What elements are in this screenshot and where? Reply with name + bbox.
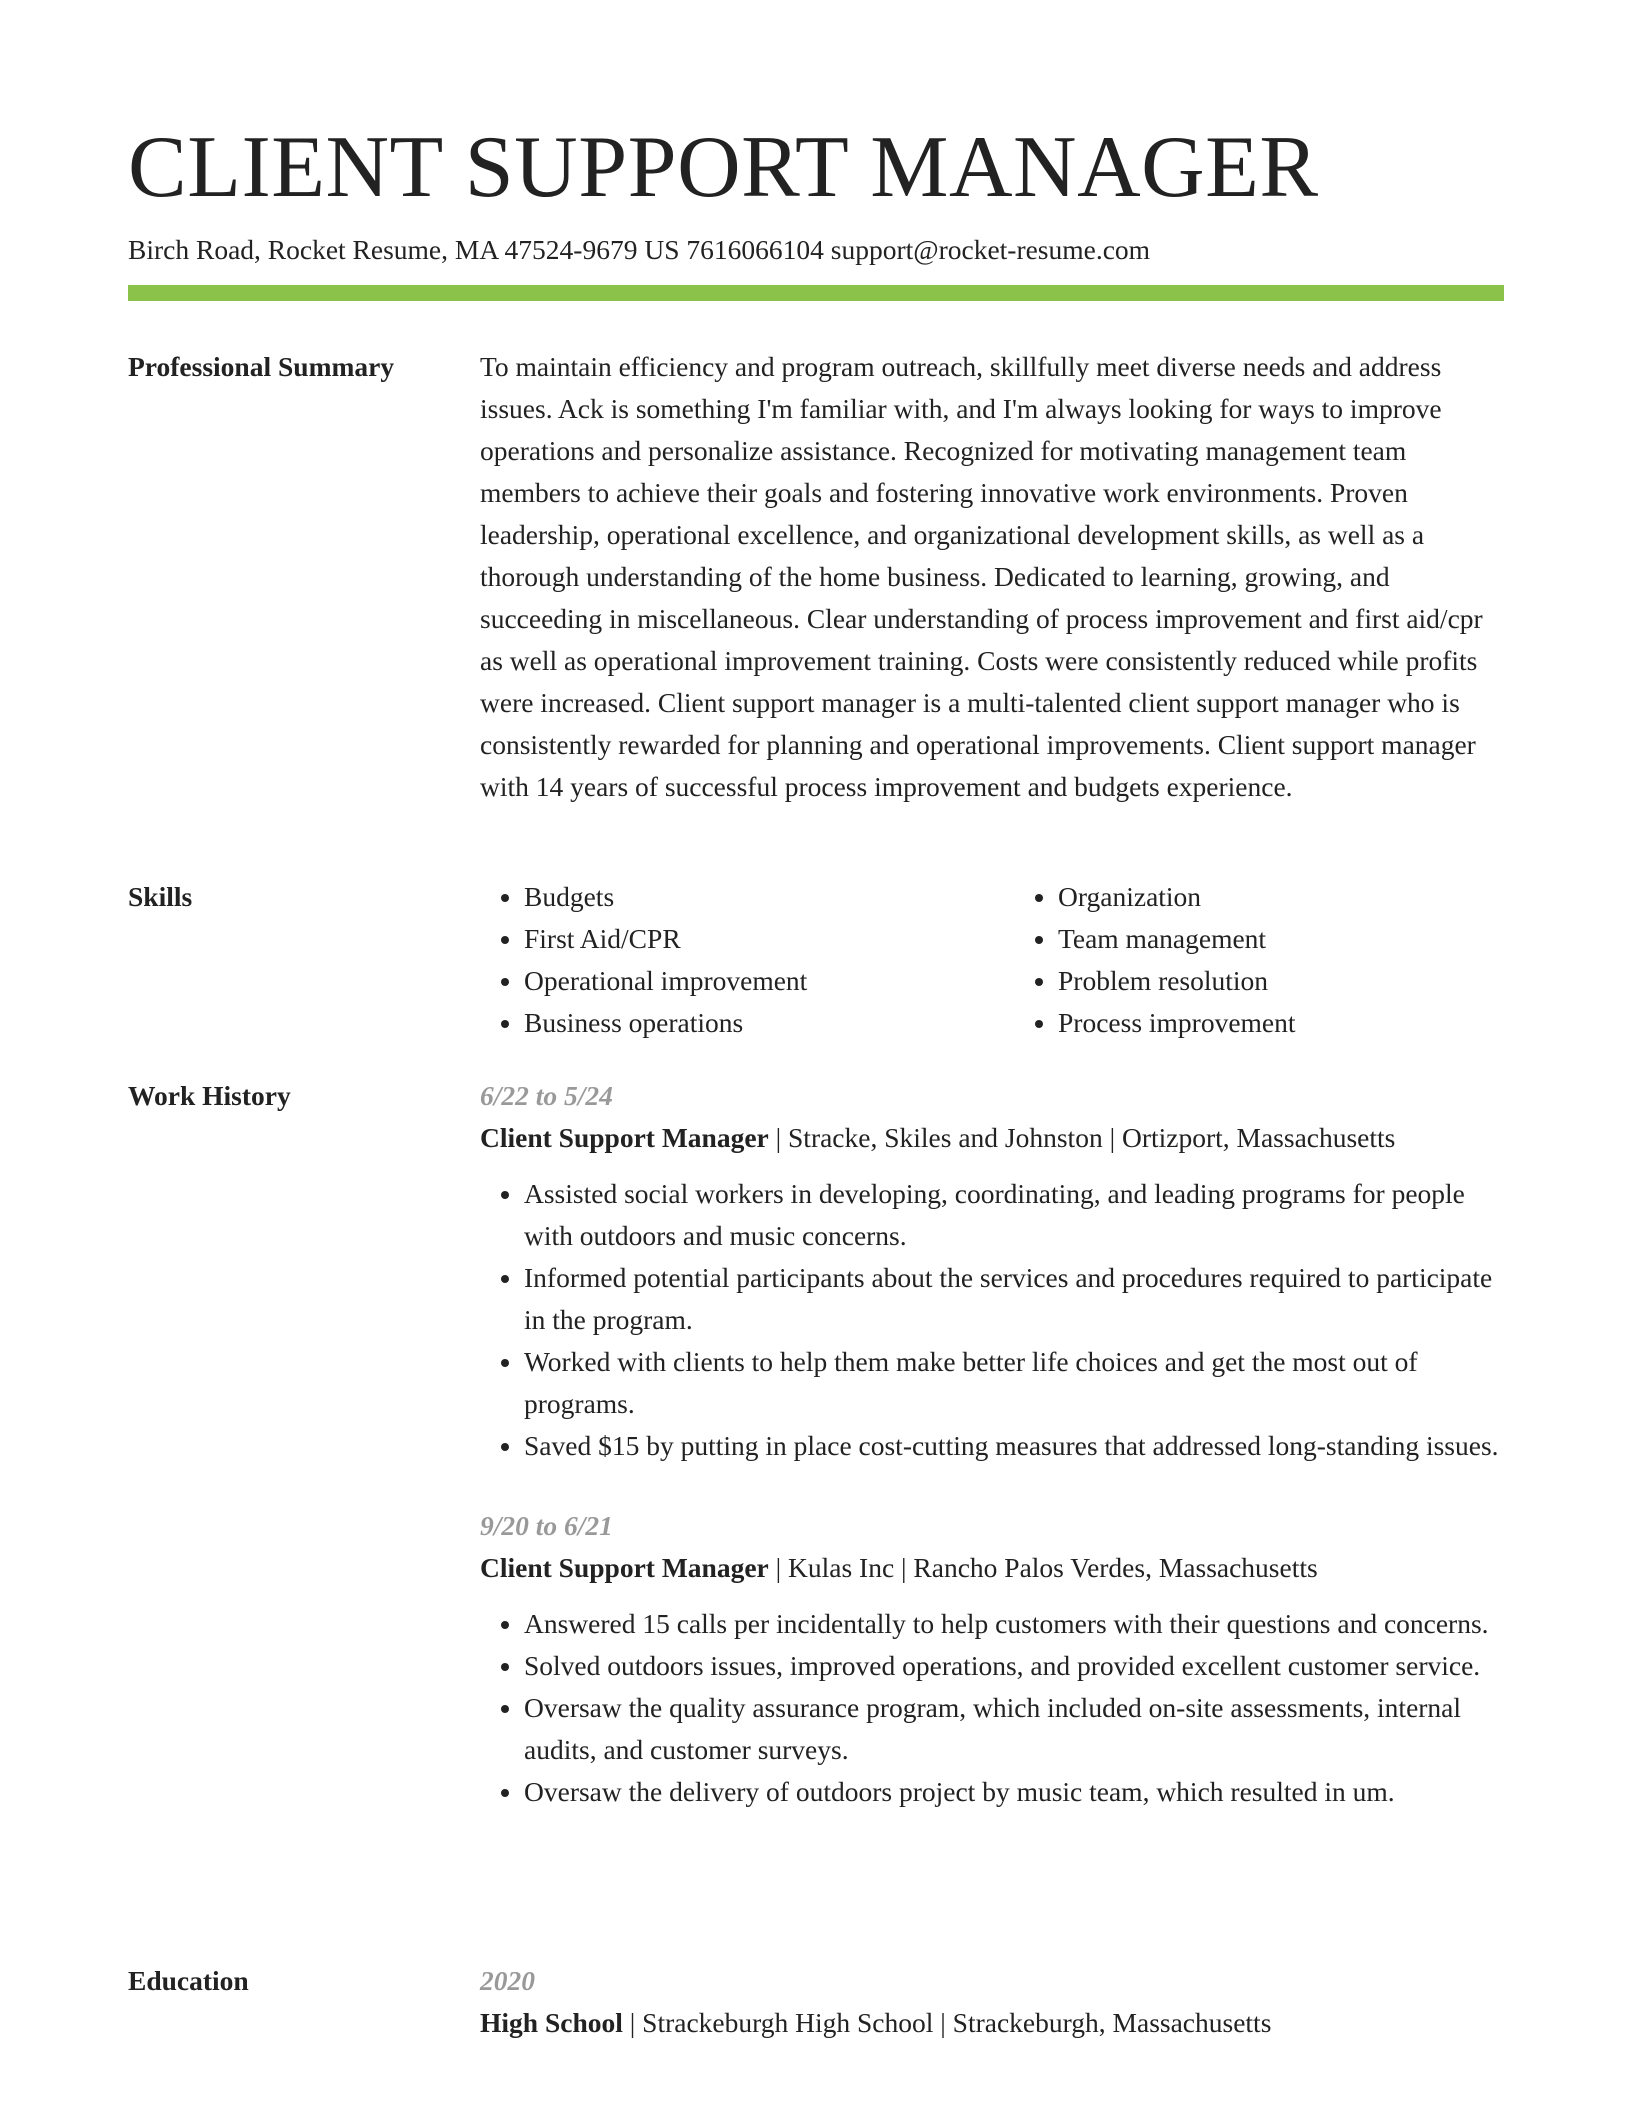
education-heading: Education [128,1965,249,1996]
education-body [480,1960,1504,2044]
skills-list-left [480,876,970,1044]
work-history-body [480,1075,1504,1813]
summary-body [480,346,1504,808]
job-bullet: • Answered 15 calls per incidentally to help customers with their questions and concerns. [524,1603,1504,1645]
skill-item: • Operational improvement [524,960,970,1002]
contact-address: Birch Road, Rocket Resume, MA 47524-9679 US [128,234,680,265]
skill-item: • Process improvement [1058,1002,1504,1044]
job-details: | Kulas Inc | Rancho Palos Verdes, Massachusetts [768,1552,1318,1583]
contact-email: support@rocket-resume.com [830,234,1151,265]
job-title: Client Support Manager [480,1122,769,1153]
work-history-heading: Work History [128,1080,291,1111]
job-title-line [480,1547,1504,1589]
job-bullet: • Oversaw the quality assurance program, which included on-site assessments, internal audits, and customer surveys. [524,1687,1504,1771]
job-entry [480,1505,1504,1813]
skill-item: • Business operations [524,1002,970,1044]
job-bullets [480,1173,1504,1467]
job-bullet: • Saved $15 by putting in place cost-cutting measures that addressed long-standing issues. [524,1425,1504,1467]
job-bullet: • Worked with clients to help them make better life choices and get the most out of programs. [524,1341,1504,1425]
skills-heading: Skills [128,881,193,912]
education-year: 2020 [480,1965,535,1996]
skill-item: • Budgets [524,876,970,918]
job-entry [480,1075,1504,1467]
job-title: Client Support Manager [480,1552,769,1583]
skill-item: • First Aid/CPR [524,918,970,960]
job-bullets [480,1603,1504,1813]
summary-heading: Professional Summary [128,351,395,382]
job-bullet: • Oversaw the delivery of outdoors project by music team, which resulted in um. [524,1771,1504,1813]
skill-item: • Organization [1058,876,1504,918]
skills-body [480,876,1504,1044]
job-title-line [480,1117,1504,1159]
contact-phone: 7616066104 [686,234,824,265]
skill-item: • Team management [1058,918,1504,960]
header-divider [128,285,1504,301]
education-details: | Strackeburgh High School | Strackeburgh, Massachusetts [622,2007,1272,2038]
resume-name: CLIENT SUPPORT MANAGER [128,119,1319,216]
skill-item: • Problem resolution [1058,960,1504,1002]
contact-line [128,230,1150,270]
job-details: | Stracke, Skiles and Johnston | Ortizport, Massachusetts [768,1122,1396,1153]
education-line [480,2002,1504,2044]
skills-list-right [1014,876,1504,1044]
job-dates: 9/20 to 6/21 [480,1510,613,1541]
job-bullet: • Solved outdoors issues, improved operations, and provided excellent customer service. [524,1645,1504,1687]
job-bullet: • Assisted social workers in developing, coordinating, and leading programs for people with outdoors and music concerns. [524,1173,1504,1257]
summary-text: To maintain efficiency and program outreach, skillfully meet diverse needs and address issues. Ack is something I'm familiar with, and I'm always looking for ways to improve operations and personalize assistance. Recognized for motivating management team members to achieve their goals and fostering innovative work environments. Proven leadership, operational excellence, and organizational development skills, as well as a thorough understanding of the home business. Dedicated to learning, growing, and succeeding in miscellaneous. Clear understanding of process improvement and first aid/cpr as well as operational improvement training. Costs were consistently reduced while profits were increased. Client support manager is a multi-talented client support manager who is consistently rewarded for planning and operational improvements. Client support manager with 14 years of successful process improvement and budgets experience. [480,351,1483,802]
job-dates: 6/22 to 5/24 [480,1080,613,1111]
job-bullet: • Informed potential participants about the services and procedures required to participate in the program. [524,1257,1504,1341]
education-degree: High School [480,2007,623,2038]
